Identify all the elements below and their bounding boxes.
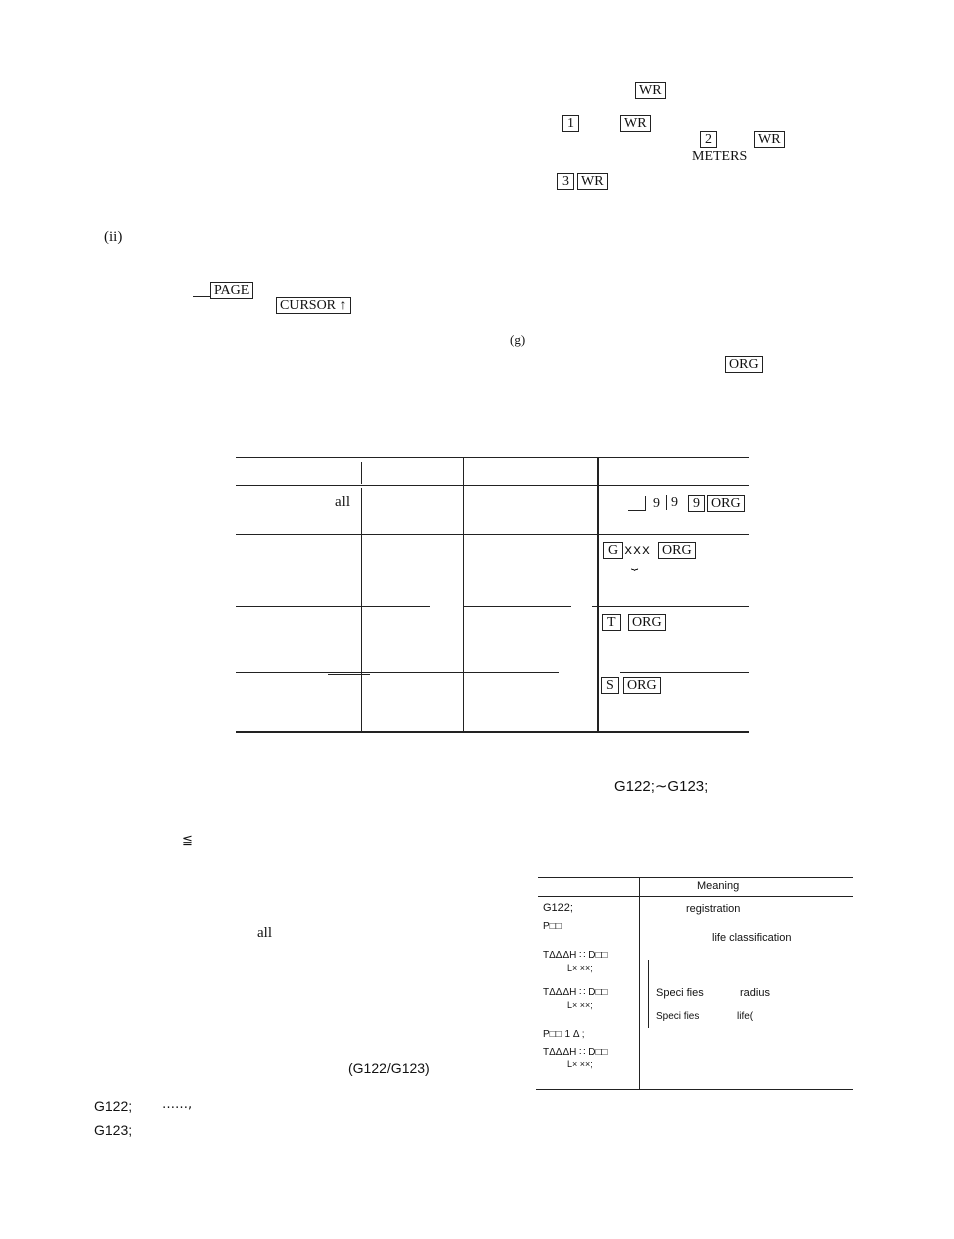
column-divider (463, 486, 464, 732)
meaning-life: life( (737, 1011, 754, 1022)
code-p-1: P□□ 1 Δ ; (543, 1029, 585, 1040)
section-ii-label: (ii) (104, 229, 123, 245)
code-t-h-d: TΔΔΔH ∷ D□□ (543, 950, 608, 961)
brace-mark: ⏟ (631, 556, 639, 570)
meaning-header: Meaning (697, 880, 740, 892)
s-key: S (601, 677, 619, 694)
code-l: L× ××; (567, 963, 593, 973)
org-key: ORG (623, 677, 661, 694)
code-t-h-d: TΔΔΔH ∷ D□□ (543, 1047, 608, 1058)
all-label: all (257, 925, 272, 941)
meaning-radius: radius (740, 987, 770, 999)
row-rule (236, 606, 430, 607)
meaning-specifies: Speci fies (656, 987, 704, 999)
key-1: 1 (562, 115, 579, 132)
cell-all: all (335, 494, 350, 510)
header-rule (236, 485, 749, 486)
wr-key: WR (577, 173, 608, 190)
table-bottom-rule (236, 731, 749, 733)
xxx-label: xxx (624, 543, 651, 559)
t-key: T (602, 614, 621, 631)
row-rule (463, 606, 571, 607)
wr-key: WR (635, 82, 666, 99)
leq-symbol: ≦ (182, 833, 193, 848)
column-divider (597, 458, 599, 732)
org-key: ORG (628, 614, 666, 631)
row-rule (620, 672, 749, 673)
table-top-rule (236, 457, 749, 458)
underline-mark (193, 296, 211, 297)
org-key: ORG (707, 495, 745, 512)
g122-code: G122; (94, 1098, 133, 1114)
code-p: P□□ (543, 921, 562, 932)
row-rule (328, 674, 370, 675)
meaning-specifies: Speci fies (656, 1011, 700, 1022)
key-9: 9 (688, 495, 705, 512)
table-bottom-rule (536, 1089, 853, 1090)
key-9: 9 (666, 495, 682, 510)
org-key: ORG (658, 542, 696, 559)
header-divider (463, 458, 464, 485)
dots: ……, (162, 1097, 193, 1112)
blank-key-underline (628, 510, 646, 511)
row-rule (236, 534, 749, 535)
code-g122: G122; (543, 902, 573, 914)
key-3: 3 (557, 173, 574, 190)
wr-key: WR (754, 131, 785, 148)
g123-code: G123; (94, 1122, 133, 1138)
row-rule (592, 606, 749, 607)
cursor-up-key: CURSOR ↑ (276, 297, 351, 314)
meaning-registration: registration (686, 903, 741, 915)
key-9: 9 (648, 495, 665, 512)
blank-key-edge (645, 496, 646, 511)
item-g-label: (g) (510, 332, 526, 347)
row-rule (236, 672, 369, 673)
page-key: PAGE (210, 282, 253, 299)
table-top-rule (538, 877, 853, 878)
bracket-line (648, 960, 649, 1028)
column-divider (639, 877, 640, 1090)
g122-g123-paren: (G122/G123) (348, 1060, 430, 1076)
code-t-h-d: TΔΔΔH ∷ D□□ (543, 987, 608, 998)
header-rule (538, 896, 853, 897)
meters-label: METERS (692, 149, 748, 164)
code-l: L× ××; (567, 1059, 593, 1069)
column-divider (361, 488, 362, 732)
meaning-life-classification: life classification (712, 932, 792, 944)
code-l: L× ××; (567, 1000, 593, 1010)
wr-key: WR (620, 115, 651, 132)
row-rule (369, 672, 559, 673)
key-2: 2 (700, 131, 717, 148)
org-key: ORG (725, 356, 763, 373)
g-key: G (603, 542, 623, 559)
g122-g123-inline: G122;∼G123; (614, 778, 709, 795)
header-divider (361, 462, 362, 484)
